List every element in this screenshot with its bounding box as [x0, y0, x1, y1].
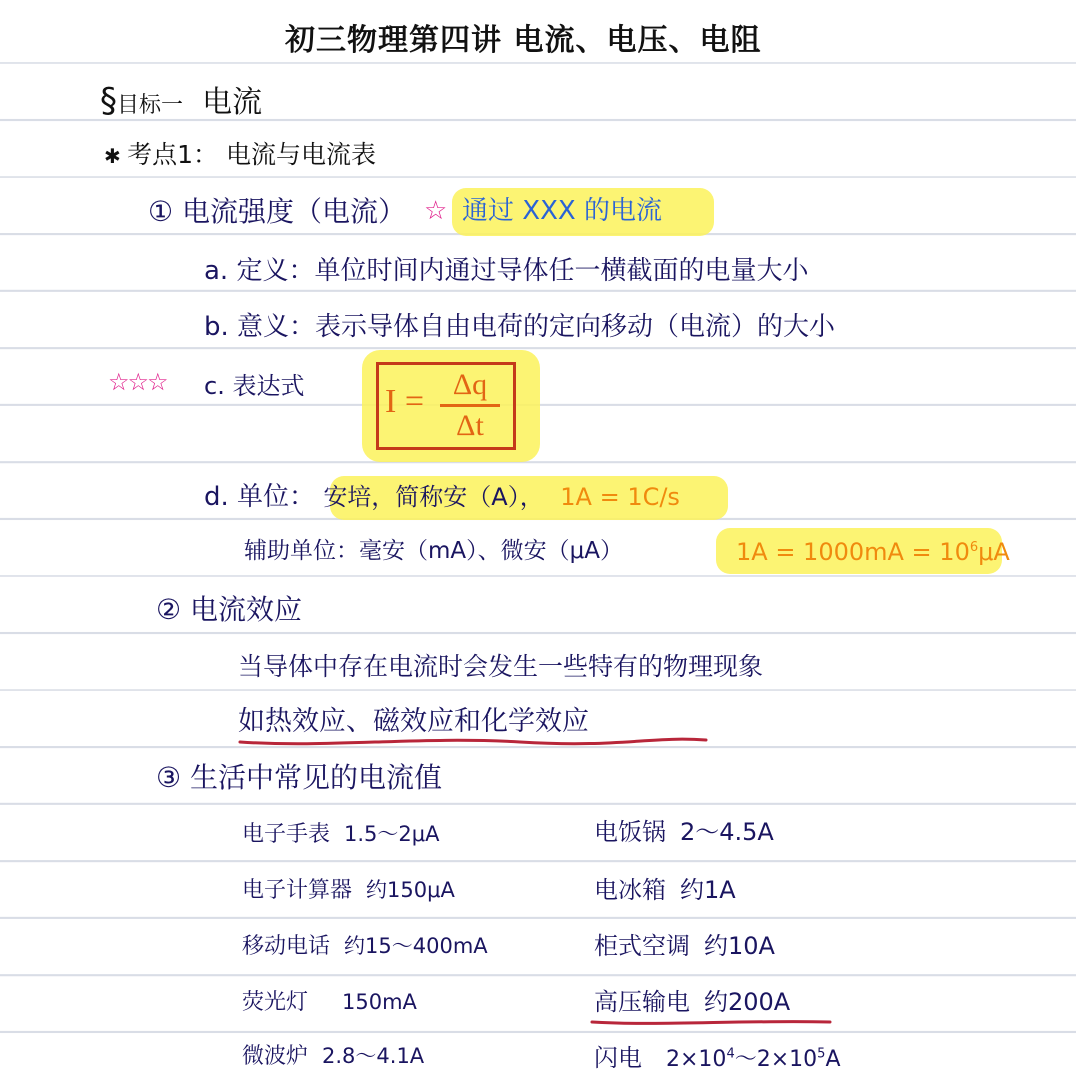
goal-topic: 电流 [202, 85, 263, 120]
item-value: 约10A [704, 932, 775, 960]
aux-eq-unit: μA [978, 538, 1010, 566]
list-item [242, 880, 455, 902]
asterisk-icon: ✱ [104, 144, 128, 168]
expression-label: c. 表达式 [204, 372, 305, 400]
underline-high-voltage [592, 1022, 830, 1024]
list-item [594, 820, 774, 844]
formula-numerator: Δq [440, 368, 500, 407]
item-name: 移动电话 [242, 934, 331, 959]
unit-line [204, 484, 680, 510]
formula-fraction [440, 368, 500, 443]
formula-lhs: I = [385, 383, 424, 420]
aux-unit-equation [736, 540, 1010, 564]
item-value: 约1A [680, 876, 736, 904]
item-value: 约150μA [366, 878, 455, 902]
section2-heading [156, 593, 303, 626]
current-meaning: 通过 XXX 的电流 [462, 196, 662, 226]
flash-e2: 5 [817, 1046, 826, 1062]
list-item [594, 934, 775, 958]
item-value: 1.5～2μA [344, 822, 440, 846]
definition-line: a. 定义：单位时间内通过导体任一横截面的电量大小 [204, 256, 809, 286]
triple-star-icon: ☆☆☆ [108, 368, 167, 396]
item-name: 微波炉 [242, 1044, 309, 1069]
effect-description: 当导体中存在电流时会发生一些特有的物理现象 [238, 652, 764, 681]
list-item [242, 936, 488, 958]
item-name: 柜式空调 [594, 932, 690, 960]
effect-examples: 如热效应、磁效应和化学效应 [238, 706, 589, 737]
flash-e1: 4 [726, 1046, 735, 1062]
section1-num: ① [148, 195, 174, 228]
item-value: 2.8～4.1A [322, 1044, 425, 1068]
section3-num: ③ [156, 761, 182, 794]
unit-equation: 1A = 1C/s [560, 483, 680, 511]
flash-mid: ～2×10 [734, 1047, 818, 1072]
section2-title: 电流效应 [190, 593, 303, 626]
item-name: 高压输电 [594, 988, 690, 1016]
list-item [242, 1046, 424, 1068]
item-value: 150mA [342, 990, 417, 1014]
meaning-line: b. 意义：表示导体自由电荷的定向移动（电流）的大小 [204, 312, 836, 342]
item-value: 约15～400mA [344, 934, 488, 958]
item-name: 电冰箱 [594, 876, 666, 904]
formula-denominator: Δt [456, 409, 484, 442]
list-item [594, 878, 736, 902]
section3-title: 生活中常见的电流值 [190, 761, 443, 794]
item-value: 2～4.5A [680, 818, 774, 846]
section1-title: 电流强度（电流） [182, 195, 407, 228]
list-item [242, 824, 440, 846]
exam-point [104, 142, 376, 167]
page-title: 初三物理第四讲 电流、电压、电阻 [285, 23, 762, 58]
star-icon: ☆ [424, 196, 448, 226]
section-mark-icon: § [100, 81, 117, 121]
flash-v1: 2×10 [666, 1047, 727, 1072]
section1-heading [148, 195, 407, 228]
goal-heading [100, 81, 263, 121]
section3-heading [156, 761, 443, 794]
list-item [242, 992, 417, 1014]
goal-label: 目标一 [117, 93, 184, 118]
item-name: 荧光灯 [242, 990, 309, 1015]
item-name: 电子计算器 [242, 878, 353, 903]
list-item [594, 990, 790, 1014]
item-name: 电子手表 [242, 822, 331, 847]
aux-eq-exponent: 6 [969, 540, 979, 555]
unit-text: 安培，简称安（A）， [323, 483, 544, 511]
underline-effects [240, 739, 706, 744]
aux-eq-main: 1A = 1000mA = 10 [736, 538, 970, 566]
unit-label: d. 单位： [204, 482, 316, 512]
flash-unit: A [825, 1047, 841, 1072]
item-name: 电饭锅 [594, 818, 666, 846]
section2-num: ② [156, 593, 182, 626]
exam-point-label: 考点1： [127, 140, 219, 169]
exam-point-text: 电流与电流表 [225, 140, 376, 169]
item-value [666, 1047, 841, 1072]
list-item-flash [594, 1046, 841, 1071]
aux-unit-line: 辅助单位：毫安（mA）、微安（μA） [244, 538, 624, 564]
item-name: 闪电 [594, 1044, 642, 1072]
item-value: 约200A [704, 988, 791, 1016]
